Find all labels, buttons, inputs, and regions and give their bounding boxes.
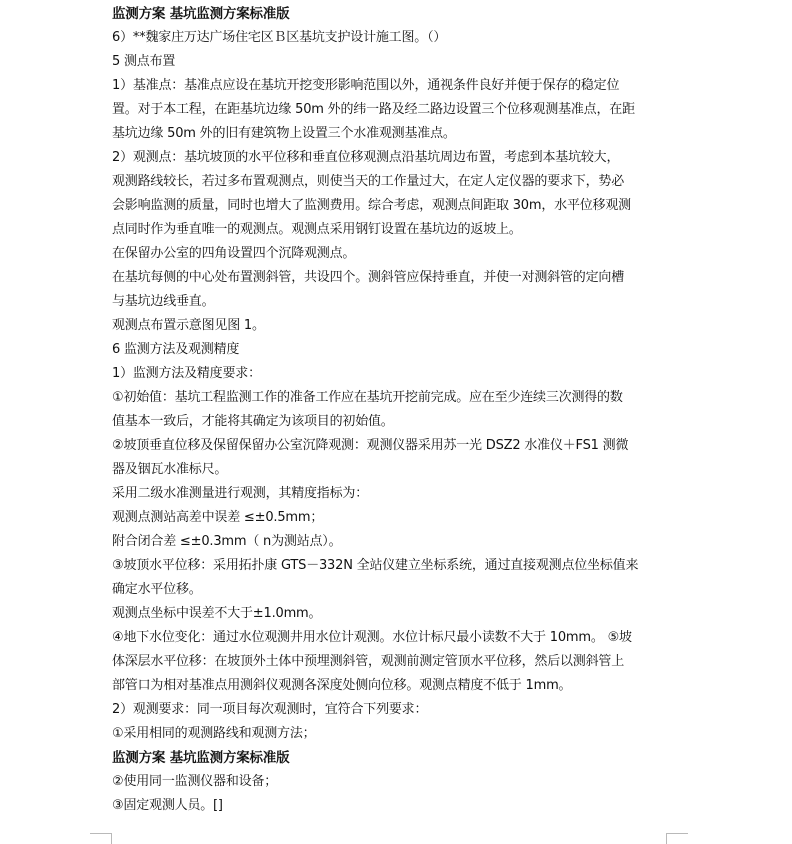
document-body xyxy=(112,2,672,818)
text-line: 1）监测方法及精度要求： xyxy=(112,366,261,381)
text-line: 在基坑每侧的中心处布置测斜管，共设四个。测斜管应保持垂直，并使一对测斜管的定向槽 xyxy=(112,270,625,285)
text-line: ③固定观测人员。[] xyxy=(112,798,223,813)
text-line: 采用二级水准测量进行观测，其精度指标为： xyxy=(112,486,369,501)
crop-mark-bottom-right xyxy=(666,833,688,834)
text-line: 2）观测点：基坑坡顶的水平位移和垂直位移观测点沿基坑周边布置，考虑到本基坑较大， xyxy=(112,150,620,165)
text-line: 2）观测要求：同一项目每次观测时，宜符合下列要求： xyxy=(112,702,428,717)
text-line: 会影响监测的质量，同时也增大了监测费用。综合考虑，观测点间距取 30m，水平位移观测 xyxy=(112,198,631,213)
text-line: 基坑边缘 50m 外的旧有建筑物上设置三个水准观测基准点。 xyxy=(112,126,456,141)
text-line: 置。对于本工程，在距基坑边缘 50m 外的纬一路及经二路边设置三个位移观测基准点，在距 xyxy=(112,102,635,117)
text-line: 1）基准点：基准点应设在基坑开挖变形影响范围以外，通视条件良好并便于保存的稳定位 xyxy=(112,78,620,93)
text-line: 部管口为相对基准点用测斜仪观测各深度处侧向位移。观测点精度不低于 1mm。 xyxy=(112,678,572,693)
text-line: 器及铟瓦水准标尺。 xyxy=(112,462,228,477)
text-line: ④地下水位变化：通过水位观测井用水位计观测。水位计标尺最小读数不大于 10mm。 ⑤坡 xyxy=(112,630,632,645)
crop-mark-bottom-left-vertical xyxy=(111,834,112,844)
section-heading: 6 监测方法及观测精度 xyxy=(112,342,240,357)
text-line: 观测点坐标中误差不大于±1.0mm。 xyxy=(112,606,322,621)
text-line: 附合闭合差 ≤±0.3mm（ n为测站点）。 xyxy=(112,534,342,549)
text-line: 在保留办公室的四角设置四个沉降观测点。 xyxy=(112,246,356,261)
document-header: 监测方案 基坑监测方案标准版 xyxy=(112,750,290,766)
text-line: 点同时作为垂直唯一的观测点。观测点采用钢钉设置在基坑边的返坡上。 xyxy=(112,222,522,237)
document-header: 监测方案 基坑监测方案标准版 xyxy=(112,6,290,22)
text-line: ②坡顶垂直位移及保留保留办公室沉降观测：观测仪器采用苏一光 DSZ2 水准仪＋FS1 测微 xyxy=(112,438,629,453)
text-line: 体深层水平位移：在坡顶外土体中预埋测斜管，观测前测定管顶水平位移，然后以测斜管上 xyxy=(112,654,625,669)
text-line: 观测点布置示意图见图 1。 xyxy=(112,318,265,333)
text-line: 观测路线较长，若过多布置观测点，则使当天的工作量过大，在定人定仪器的要求下，势必 xyxy=(112,174,625,189)
crop-mark-bottom-right-vertical xyxy=(666,834,667,844)
text-line: 值基本一致后，才能将其确定为该项目的初始值。 xyxy=(112,414,394,429)
text-line: ①采用相同的观测路线和观测方法； xyxy=(112,726,316,741)
text-line: ②使用同一监测仪器和设备； xyxy=(112,774,278,789)
section-heading: 5 测点布置 xyxy=(112,54,176,69)
text-line: 与基坑边线垂直。 xyxy=(112,294,215,309)
text-line: 6）**魏家庄万达广场住宅区Ｂ区基坑支护设计施工图。（） xyxy=(112,30,447,45)
text-line: 确定水平位移。 xyxy=(112,582,202,597)
text-line: ①初始值：基坑工程监测工作的准备工作应在基坑开挖前完成。应在至少连续三次测得的数 xyxy=(112,390,623,405)
crop-mark-bottom-left xyxy=(90,833,112,834)
text-line: 观测点测站高差中误差 ≤±0.5mm； xyxy=(112,510,324,525)
text-line: ③坡顶水平位移：采用拓扑康 GTS－332N 全站仪建立坐标系统，通过直接观测点位坐标值来 xyxy=(112,558,639,573)
